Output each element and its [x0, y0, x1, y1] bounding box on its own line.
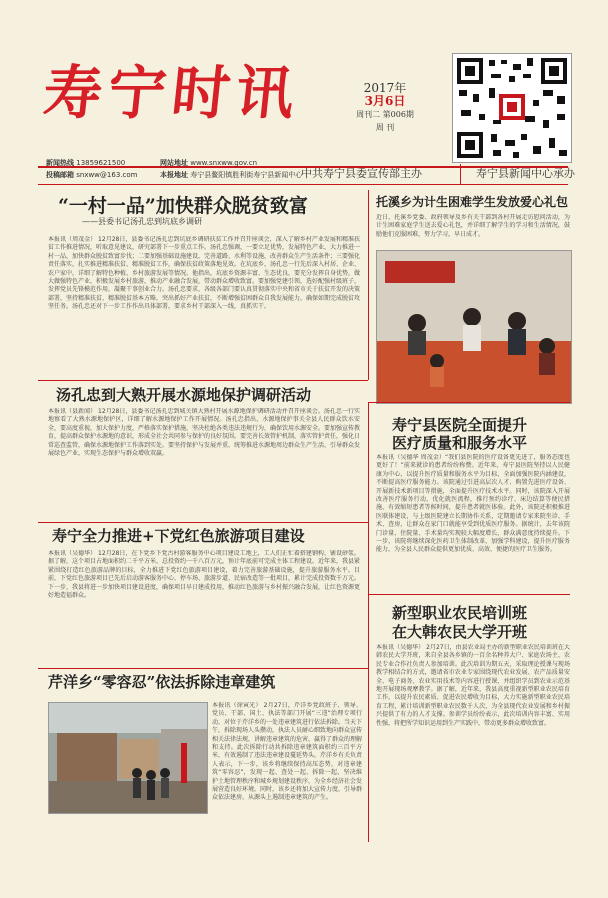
qr-code-graphic: [453, 54, 571, 162]
article7-title-line1: 新型职业农民培训班: [392, 604, 528, 622]
article6-title-line1: 寿宁县医院全面提升: [392, 416, 528, 434]
article6-body: 本报讯（吴德华 周茂金）“我们县医院的医疗设备更先进了，服务态度也更好了！”前来就诊的患者纷纷称赞。近年来，寿宁县医院坚持以人民健康为中心，以提升医疗质量和服务水平为目标，全面加强医院内涵建设，不断提高医疗服务能力。该院通过引进高层次人才、购置先进医疗设备、开展新技术新项目等措施，全面提升医疗技术水平。同时，该院深入开展改善医疗服务行动，优化就医流程，推行预约诊疗、床边结算等便民措施，有效缩短患者等候时间，提升患者就医体验。此外，该院还积极推进医联体建设，与上级医院建立长期协作关系，定期邀请专家来院坐诊、手术、查房，让群众在家门口就能享受到优质医疗服务。据统计，去年该院门诊量、住院量、手术量均实现较大幅度增长，群众满意度持续提升。下一步，该院将继续深化医药卫生体制改革，加强学科建设，提升医疗服务能力，为全县人民群众提供更加优质、高效、便捷的医疗卫生服务。: [376, 454, 570, 554]
masthead-title: 寿宁时讯: [40, 59, 304, 127]
hotline-label: 新闻热线: [46, 159, 74, 167]
article5-body: 本报讯（徐寅光） 2月27日，芹洋乡党政班子、领导、党员、干部、国土、执法等部门开展“三违”治理专项行动，对位于芹洋乡的一处违章建筑进行依法拆除。当天下午，拆除现场人头攒动，执法人员耐心细致地向群众宣传相关法律法规，讲解违章建筑的危害，赢得了群众的理解和支持。此次拆除行动共拆除违章建筑面积约三百平方米，有效遏制了违法违章建设蔓延势头。芹洋乡有关负责人表示，下一步，该乡将继续保持高压态势，对违章建筑“零容忍”，发现一起、查处一起、拆除一起，坚决维护土地管理秩序和城乡规划建设秩序，为全乡经济社会发展营造良好环境。同时，该乡还将加大宣传力度，引导群众依法建房，从源头上遏制违章建筑的产生。: [212, 702, 362, 802]
article5-title: 芹洋乡“零容忍”依法拆除违章建筑: [48, 673, 276, 691]
site-label: 网站地址: [160, 159, 188, 167]
email-value: snxww@163.com: [76, 171, 138, 179]
article1-body: 本报讯（周茂金） 12月28日，县委书记汤孔忠到坑底乡调研扶贫工作并召开座谈会，深入了解乡村产业发展和精准扶贫工作推进情况，听取意见建议，研究部署下一步重点工作。汤孔忠强调，一要立足优势，发展特色产业，大力推进一村一品，加快群众脱贫致富步伐；二要加强基础设施建设，完善道路、水利等设施，改善群众生产生活条件；三要强化责任落实，扎实推进精准扶贫、精准脱贫工作，确保扶贫政策落地见效。在坑底乡，汤孔忠一行先后深入村居、企业、农户家中，详细了解特色种植、乡村旅游发展等情况。他指出，坑底乡资源丰富、生态优良，要充分发挥自身优势，做大做强特色产业，积极发展乡村旅游，推动产业融合发展，带动群众增收致富。要加强党建引领，选好配强村级班子，发挥党员先锋模范作用，凝聚干事创业合力。汤孔忠要求，各级各部门要认真贯彻落实中央和省市关于扶贫开发的决策部署，坚持精准扶贫、精准脱贫基本方略，突出抓好产业扶贫，不断增强贫困群众自我发展能力，确保如期完成脱贫攻坚任务。汤孔忠还对下一步工作作出具体部署，要求乡村干部深入一线，真抓实干。: [48, 236, 360, 311]
site-value: www.snxww.gov.cn: [190, 159, 258, 167]
row-divider-3: [38, 668, 368, 669]
right-row-divider-2: [368, 594, 570, 595]
article6-title-line2: 医疗质量和服务水平: [392, 434, 528, 452]
article3-body: 本报讯（县新闻） 12月28日，县委书记汤孔忠到城关镇大熟村开展水源地保护调研活动并召开座谈会。汤孔忠一行实地察看了大熟水源地保护区，详细了解水源地保护工作开展情况。汤孔忠指出，水源地保护事关全县人民群众饮水安全，要高度重视，加大保护力度，严格落实保护措施，坚决杜绝各类违法违规行为，确保饮用水源安全。要加强宣传教育，提高群众保护水源地的意识，形成全社会共同参与保护的良好氛围。要完善长效管护机制，落实管护责任，强化日常巡查监管，确保水源地保护工作落到实处。要坚持保护与发展并重，统筹推进水源地周边群众生产生活，引导群众发展绿色产业，实现生态保护与群众增收双赢。: [48, 408, 360, 458]
article5-photo: [48, 702, 208, 814]
article1-title: “一村一品”加快群众脱贫致富: [58, 195, 308, 217]
classroom-photo-graphic: [377, 251, 571, 403]
article4-title: 寿宁全力推进+下党红色旅游项目建设: [52, 527, 305, 545]
issue-date: 3月6日: [364, 94, 406, 108]
contact-email: [46, 170, 137, 180]
row-divider-2: [38, 522, 368, 523]
issue-number: 周刊二 第006期: [356, 110, 414, 119]
contact-hotline: [46, 158, 125, 168]
demolition-photo-graphic: [49, 703, 207, 813]
address-value: 寿宁县鳌阳镇胜利街寿宁县新闻中心: [190, 171, 303, 179]
qr-code: [452, 53, 572, 163]
email-label: 投稿邮箱: [46, 171, 74, 179]
date-box: [350, 82, 420, 134]
article7-body: 本报讯（吴德华） 2月27日，由县农业局主办的新型职业农民培训班在大韩农民大学开班，来自全县各乡镇的一百余名种养大户、家庭农场主、农民专业合作社负责人参加培训。此次培训为期五天，采取理论授课与现场教学相结合的方式，邀请省市农业专家围绕现代农业发展、农产品质量安全、电子商务、农业实用技术等内容进行授课，并组织学员到农业示范基地开展现场观摩教学。据了解，近年来，我县高度重视新型职业农民培育工作，以提升农民素质、促进农民增收为目标，大力实施新型职业农民培育工程，累计培训新型职业农民数千人次，为全县现代农业发展和乡村振兴提供了有力的人才支撑。参训学员纷纷表示，此次培训内容丰富、实用性强，将把所学知识运用到生产实践中，带动更多群众增收致富。: [376, 644, 570, 727]
issue-frequency: 周 刊: [375, 123, 395, 132]
article2-body: 近日，托溪乡党委、政府领导及乡有关干部到各村开展走访慰问活动，为计生困难家庭学生送去爱心礼包，并详细了解学生的学习和生活情况，鼓励他们克服困难，努力学习，早日成才。: [376, 214, 570, 238]
right-row-divider-1: [368, 402, 570, 403]
column-divider-bottom: [368, 402, 369, 842]
contact-address: [160, 170, 302, 180]
article2-title: 托溪乡为计生困难学生发放爱心礼包: [376, 195, 569, 209]
issue-year: 2017年: [363, 81, 407, 95]
article4-body: 本报讯（吴德华） 12月28日，在下党乡下党古村游客服务中心项目建设工地上，工人们正忙着搭建钢构、铺设砂浆。据了解，这个项目占地面积约二千平方米，总投资约一千八百万元，预计年底前可完成主体工程建设。近年来，我县紧紧围绕打造红色旅游品牌的目标，全力推进下党红色旅游项目建设，着力完善旅游基础设施，提升旅游服务水平。目前，下党红色旅游项目已先后启动游客服务中心、停车场、旅游步道、民宿改造等一批项目，累计完成投资数千万元。下一步，我县将进一步加快项目建设进度，确保项目早日建成投用，推动红色旅游与乡村振兴融合发展，让红色资源更好地造福群众。: [48, 550, 360, 600]
sponsor-divider: [460, 164, 461, 184]
contact-site: [160, 158, 257, 168]
hotline-value: 13859621500: [76, 159, 126, 167]
article3-title: 汤孔忠到大熟开展水源地保护调研活动: [56, 386, 312, 404]
article7-title-line2: 在大韩农民大学开班: [392, 623, 528, 641]
article1-subtitle: ——县委书记汤孔忠到坑底乡调研: [82, 217, 202, 226]
column-divider-top: [368, 190, 369, 380]
address-label: 本报地址: [160, 171, 188, 179]
row-divider-1: [38, 380, 368, 381]
article2-photo: [376, 250, 572, 404]
sponsor-main: 中共寿宁县委宣传部主办: [301, 167, 422, 180]
header-rule-bottom: [38, 184, 568, 185]
sponsor-co: 寿宁县新闻中心承办: [476, 167, 575, 180]
